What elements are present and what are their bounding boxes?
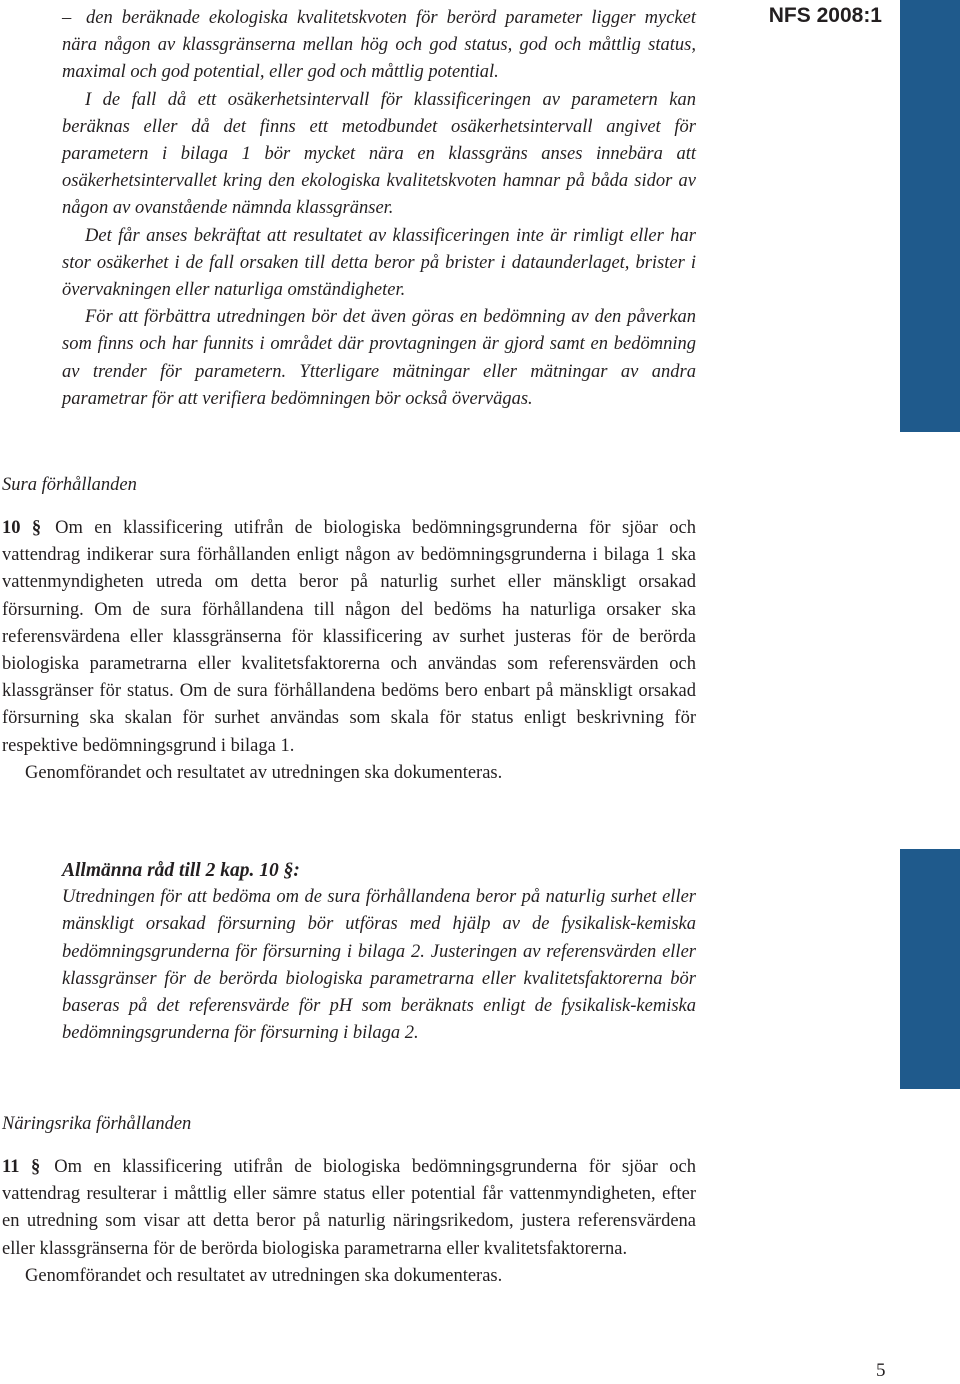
- section-10-paragraph: [2, 515, 696, 760]
- section-11-paragraph: [2, 1154, 696, 1263]
- document-code: NFS 2008:1: [768, 4, 882, 27]
- section-10-note: Genomförandet och resultatet av utredningen ska dokumenteras.: [25, 762, 503, 783]
- section-11-text: Om en klassificering utifrån de biologiska bedömningsgrunderna för sjöar och vattendrag resulterar i måttlig eller sämre status eller potential får vattenmyndigheten, efter en utredning som visar att detta beror på naturlig näringsrikedom, justera referensvärdena eller klassgränserna för de berörda biologiska parametrarna eller kvalitetsfaktorerna.: [2, 1157, 696, 1259]
- dash-list-item: [62, 5, 696, 87]
- section-11-note: Genomförandet och resultatet av utredningen ska dokumenteras.: [25, 1265, 503, 1286]
- intro-paragraph-1: I de fall då ett osäkerhetsintervall för klassificeringen av parametern kan beräknas eller då det finns ett metodbundet osäkerhetsintervall angivet för parametern i bilaga 1 bör mycket nära en klassgräns anses innebära att osäkerhetsintervallet kring den ekologiska kvalitetskvoten hamnar på båda sidor av någon av ovanstående nämnda klassgränser.: [62, 89, 696, 219]
- dash-item-text: den beräknade ekologiska kvalitetskvoten för berörd parameter ligger mycket nära någon av klassgränserna mellan hög och god status, god och måttlig status, maximal och god potential, eller god och måttlig potential.: [62, 8, 696, 83]
- intro-paragraph-2: Det får anses bekräftat att resultatet av klassificeringen inte är rimligt eller har stor osäkerhet i de fall orsaken till detta beror på brister i dataunderlaget, brister i övervakningen eller naturliga omständigheter.: [62, 225, 696, 301]
- intro-advice-block: [62, 5, 696, 413]
- accent-bar-advice: [900, 849, 960, 1089]
- section-11: [2, 1154, 696, 1290]
- page-number: 5: [876, 1360, 886, 1381]
- intro-paragraph-3: För att förbättra utredningen bör det även göras en bedömning av den påverkan som finns och har funnits i området där provtagningen är gjord samt en bedömning av trender för parametern. Ytterligare mätningar eller mätningar av andra parametrar för att verifiera bedömningen bör också övervägas.: [62, 307, 696, 409]
- advice-title: Allmänna råd till 2 kap. 10 §:: [62, 860, 300, 881]
- accent-bar-top: [900, 0, 960, 432]
- general-advice-box: [62, 857, 696, 1047]
- heading-sura-forhallanden: Sura förhållanden: [2, 475, 137, 495]
- heading-naringsrika-forhallanden: Näringsrika förhållanden: [2, 1114, 192, 1134]
- section-10-number: 10 §: [2, 518, 42, 538]
- section-10-text: Om en klassificering utifrån de biologiska bedömningsgrunderna för sjöar och vattendrag indikerar sura förhållanden enligt någon av bedömningsgrunderna i bilaga 1 ska vattenmyndigheten utreda om detta beror på naturlig surhet eller mänskligt orsakad försurning. Om de sura förhållandena till någon del bedöms ha naturliga orsaker ska referensvärdena eller klassgränserna för klassificering av surhet justeras för de berörda biologiska parametrarna eller kvalitetsfaktorerna och användas som referensvärden och klassgränser för status. Om de sura förhållandena bedöms bero enbart på mänskligt orsakad försurning ska skalan för surhet användas som skala för status enligt beskrivning för respektive bedömningsgrund i bilaga 1.: [2, 518, 697, 756]
- advice-text: Utredningen för att bedöma om de sura förhållandena beror på naturlig surhet eller mänskligt orsakad försurning bör utföras med hjälp av de fysikalisk-kemiska bedömningsgrunderna för försurning i bilaga 2. Justeringen av referensvärden eller klassgränser för de berörda biologiska parametrarna eller kvalitetsfaktorerna bör baseras på det referensvärde för pH som beräknats enligt de fysikalisk-kemiska bedömningsgrunderna för försurning i bilaga 2.: [62, 887, 696, 1044]
- dash-icon: –: [62, 8, 72, 28]
- section-11-number: 11 §: [2, 1157, 41, 1177]
- section-10: [2, 515, 696, 787]
